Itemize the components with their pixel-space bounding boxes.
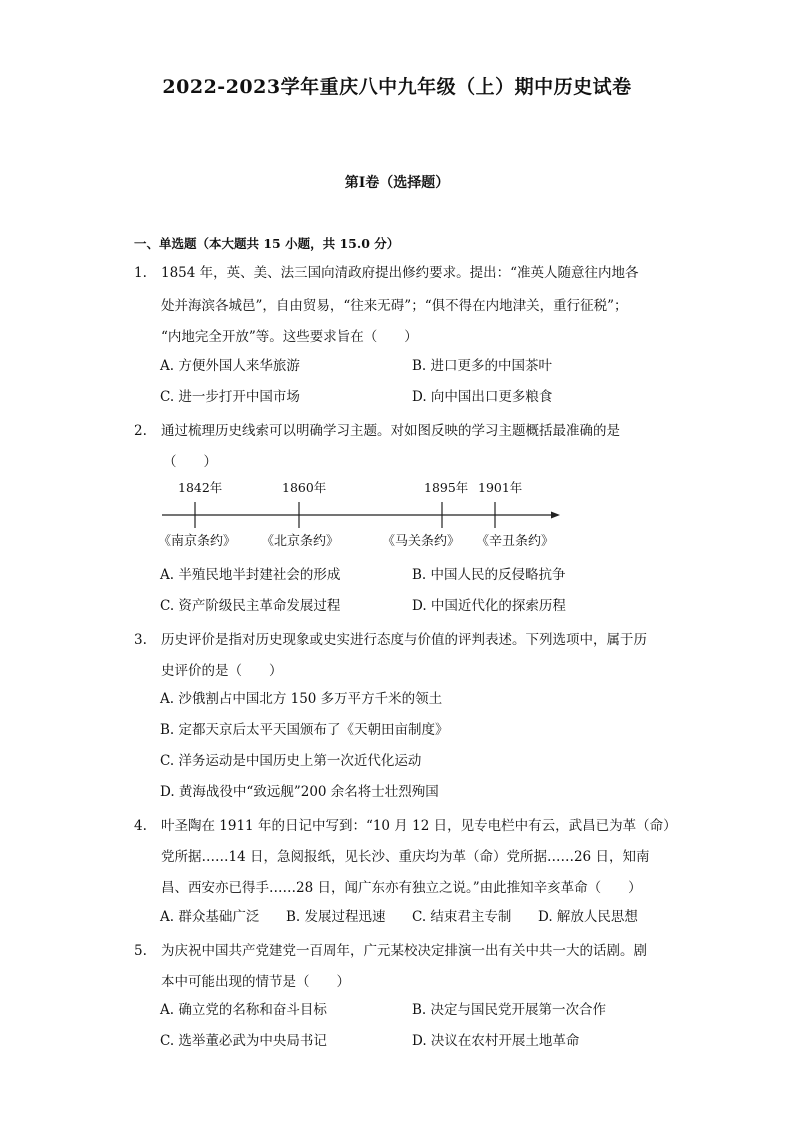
- question-number: 2.: [134, 423, 147, 439]
- timeline-year: 1842年: [178, 480, 223, 495]
- timeline-year: 1895年: [424, 480, 469, 495]
- q5-option-c: C. 选举董必武为中央局书记: [160, 1033, 327, 1049]
- q4-option-a: A. 群众基础广泛: [160, 909, 260, 925]
- question-text-line: （ ）: [163, 454, 217, 470]
- question-number: 3.: [134, 632, 147, 648]
- q4-option-d: D. 解放人民思想: [538, 909, 638, 925]
- section-heading: 第I卷（选择题）: [344, 175, 450, 191]
- q1-option-c: C. 进一步打开中国市场: [160, 389, 300, 405]
- question-number: 5.: [134, 943, 147, 959]
- question-text-line: 叶圣陶在 1911 年的日记中写到：“10 月 12 日，见专电栏中有云，武昌已为革（命）: [161, 818, 677, 834]
- question-text-line: 本中可能出现的情节是（ ）: [161, 974, 350, 990]
- q2-option-a: A. 半殖民地半封建社会的形成: [160, 567, 341, 583]
- question-text-line: 通过梳理历史线索可以明确学习主题。对如图反映的学习主题概括最准确的是: [161, 423, 620, 439]
- q2-option-b: B. 中国人民的反侵略抗争: [412, 567, 566, 583]
- q3-option-d: D. 黄海战役中“致远舰”200 余名将士壮烈殉国: [160, 784, 439, 800]
- part-heading: 一、单选题（本大题共 15 小题，共 15.0 分）: [134, 236, 400, 251]
- timeline-treaty: 《辛丑条约》: [476, 534, 555, 549]
- question-text-line: 历史评价是指对历史现象或史实进行态度与价值的评判表述。下列选项中，属于历: [161, 632, 647, 648]
- q1-option-a: A. 方便外国人来华旅游: [160, 358, 300, 374]
- q1-option-b: B. 进口更多的中国茶叶: [412, 358, 553, 374]
- question-text-line: 昌、西安亦已得手……28 日，闻广东亦有独立之说。”由此推知辛亥革命（ ）: [161, 880, 642, 896]
- q4-option-c: C. 结束君主专制: [412, 909, 512, 925]
- question-number: 4.: [134, 818, 147, 834]
- q5-option-a: A. 确立党的名称和奋斗目标: [160, 1002, 327, 1018]
- timeline-treaty: 《南京条约》: [158, 534, 237, 549]
- q4-option-b: B. 发展过程迅速: [286, 909, 386, 925]
- q3-option-c: C. 洋务运动是中国历史上第一次近代化运动: [160, 753, 422, 769]
- question-text-line: 处并海滨各城邑”，自由贸易，“往来无碍”；“俱不得在内地津关，重行征税”；: [161, 298, 628, 314]
- question-text-line: 为庆祝中国共产党建党一百周年，广元某校决定排演一出有关中共一大的话剧。剧: [161, 943, 647, 959]
- question-text-line: 党所据……14 日，急阅报纸，见长沙、重庆均为革（命）党所据……26 日，知南: [161, 849, 650, 865]
- q2-option-d: D. 中国近代化的探索历程: [412, 598, 566, 614]
- timeline-year: 1860年: [282, 480, 327, 495]
- question-number: 1.: [134, 265, 147, 281]
- q3-option-b: B. 定都天京后太平天国颁布了《天朝田亩制度》: [160, 722, 449, 738]
- q5-option-d: D. 决议在农村开展土地革命: [412, 1033, 580, 1049]
- q5-option-b: B. 决定与国民党开展第一次合作: [412, 1002, 607, 1018]
- q1-option-d: D. 向中国出口更多粮食: [412, 389, 553, 405]
- treaty-timeline: [160, 478, 570, 558]
- question-text-line: “内地完全开放”等。这些要求旨在（ ）: [161, 329, 418, 345]
- timeline-treaty: 《马关条约》: [382, 534, 461, 549]
- timeline-treaty: 《北京条约》: [261, 534, 340, 549]
- question-text-line: 1854 年，英、美、法三国向清政府提出修约要求。提出：“准英人随意往内地各: [161, 265, 639, 281]
- timeline-year: 1901年: [478, 480, 523, 495]
- q3-option-a: A. 沙俄割占中国北方 150 多万平方千米的领土: [160, 691, 443, 707]
- exam-title: 2022-2023学年重庆八中九年级（上）期中历史试卷: [162, 76, 632, 98]
- timeline-arrow-icon: [551, 512, 560, 519]
- q2-option-c: C. 资产阶级民主革命发展过程: [160, 598, 341, 614]
- question-text-line: 史评价的是（ ）: [161, 663, 283, 679]
